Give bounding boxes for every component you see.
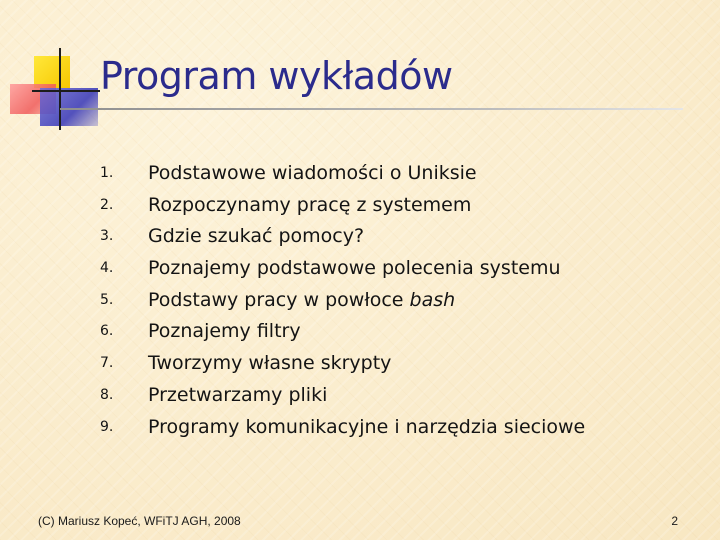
agenda-text: Tworzymy własne skrypty <box>148 352 392 375</box>
agenda-item-2 <box>100 190 660 222</box>
logo-horizontal-line <box>32 90 100 92</box>
agenda-number: 4. <box>100 260 114 277</box>
title-divider <box>60 108 683 110</box>
page-number: 2 <box>671 514 678 528</box>
agenda-item-3 <box>100 221 660 253</box>
agenda-number: 9. <box>100 418 114 435</box>
agenda-number: 1. <box>100 165 114 181</box>
agenda-text: Poznajemy filtry <box>148 320 301 343</box>
agenda-number: 6. <box>100 323 114 340</box>
slide-logo <box>0 0 110 140</box>
agenda-text-emphasis: bash <box>409 288 456 311</box>
agenda-text: Rozpoczynamy pracę z systemem <box>148 193 472 216</box>
agenda-text: Podstawy pracy w powłoce bash <box>148 288 456 311</box>
agenda-item-7 <box>100 348 660 380</box>
agenda-item-1 <box>100 158 660 190</box>
agenda-item-9 <box>100 412 660 444</box>
slide-title: Program wykładów <box>100 54 453 98</box>
agenda-text: Poznajemy podstawowe polecenia systemu <box>148 257 561 280</box>
agenda-number: 7. <box>100 355 114 372</box>
agenda-list <box>100 158 660 443</box>
agenda-item-6 <box>100 316 660 348</box>
agenda-number: 8. <box>100 386 114 403</box>
agenda-text: Podstawowe wiadomości o Uniksie <box>148 162 477 184</box>
slide-footer: (C) Mariusz Kopeć, WFiTJ AGH, 2008 <box>38 514 241 528</box>
agenda-number: 5. <box>100 291 114 308</box>
agenda-text: Programy komunikacyjne i narzędzia sieciowe <box>148 415 586 438</box>
agenda-text: Gdzie szukać pomocy? <box>148 225 365 248</box>
agenda-number: 3. <box>100 228 114 245</box>
agenda-item-5 <box>100 285 660 317</box>
logo-blue-square <box>40 88 98 126</box>
logo-vertical-line <box>59 48 61 130</box>
agenda-number: 2. <box>100 196 114 213</box>
agenda-item-8 <box>100 380 660 412</box>
agenda-text: Przetwarzamy pliki <box>148 383 328 406</box>
agenda-item-4 <box>100 253 660 285</box>
